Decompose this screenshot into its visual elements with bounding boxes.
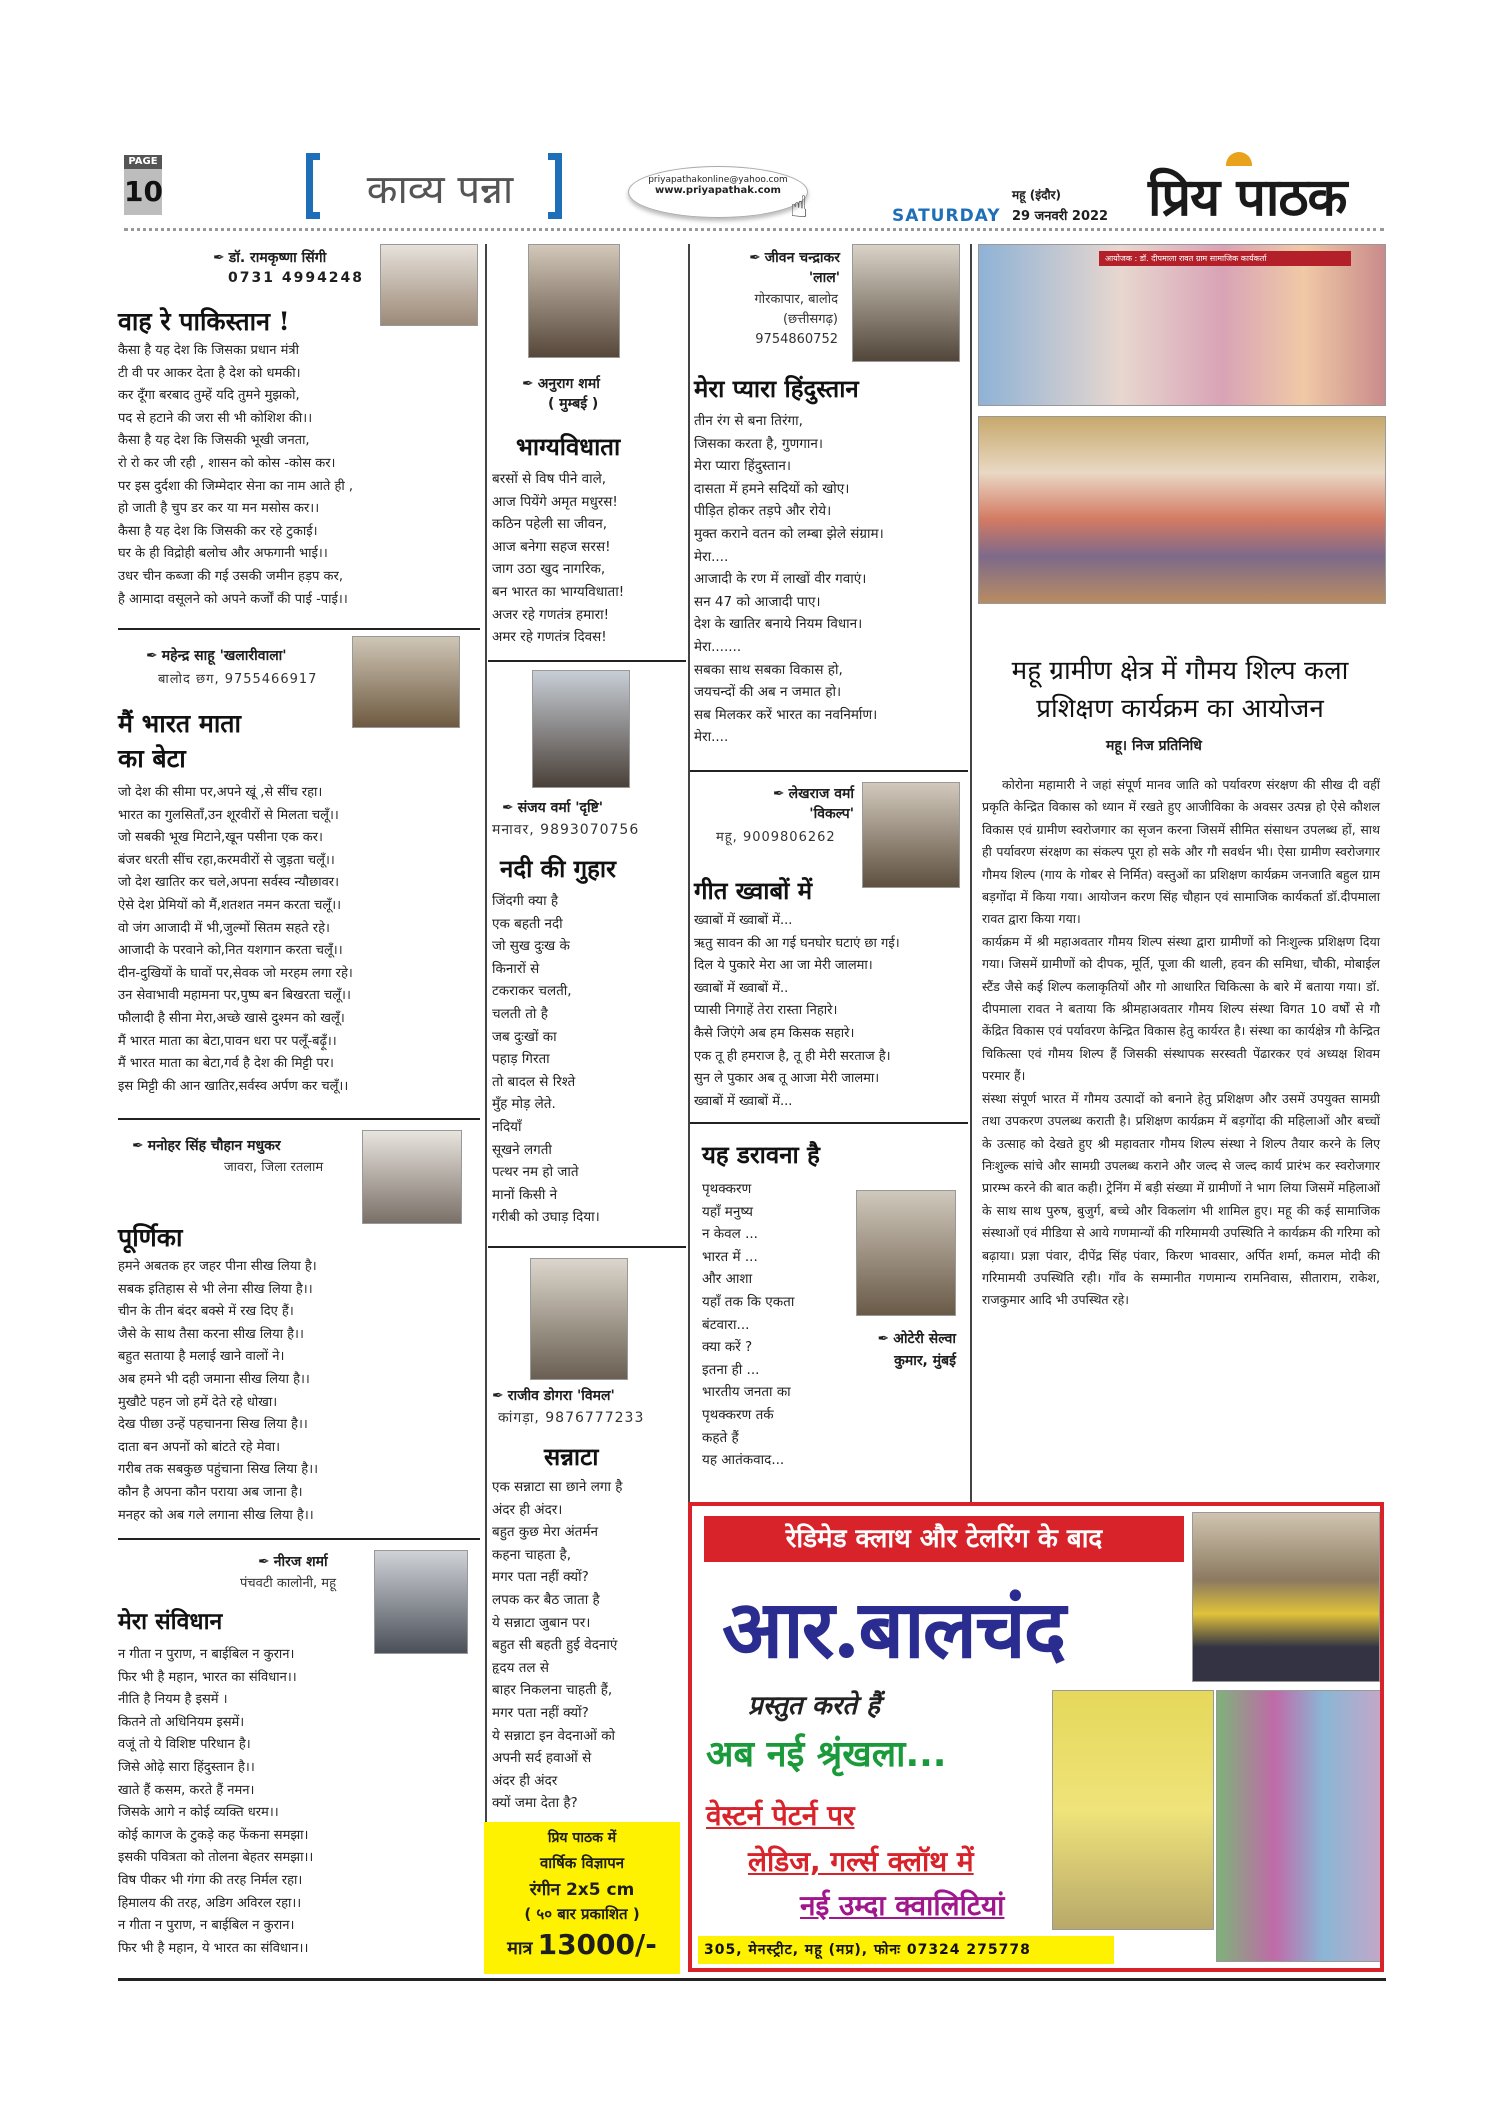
poem-title: मेरा संविधान (118, 1608, 223, 1635)
column-rule-2 (688, 244, 690, 1504)
column3-rule-a (690, 770, 968, 772)
section-title-bracket-left (306, 153, 320, 219)
contact-badge (628, 166, 808, 218)
day-label: SATURDAY (892, 206, 1001, 226)
ad-new-series: अब नई श्रृंखला... (706, 1734, 947, 1775)
poem-title: यह डरावना है (702, 1140, 820, 1169)
column2-rule-b (488, 1246, 686, 1248)
masthead-logo: प्रिय पाठक (1148, 167, 1347, 228)
poem-title: गीत ख्वाबों में (694, 876, 813, 905)
author-photo (856, 1190, 956, 1316)
author-location: महू, 9009806262 (716, 830, 836, 845)
pen-icon: ✒ (749, 250, 761, 266)
ad-line1: वेस्टर्न पेटर्न पर (706, 1799, 855, 1832)
poem-title: नदी की गुहार (500, 854, 616, 883)
author-name: ✒ नीरज शर्मा (258, 1554, 328, 1570)
author-name: ✒ मनोहर सिंह चौहान मधुकर (132, 1138, 281, 1154)
classified-ad-line2: वार्षिक विज्ञापन (539, 1854, 625, 1872)
poem-body: तीन रंग से बना तिरंगा, जिसका करता है, गुणगान। मेरा प्यारा हिंदुस्तान। दासता में हमने सदियों को खोए। पीड़ित होकर तड़पे और रोये। मुक्त कराने वतन को लम्बा झेले संग्राम। मेरा.... आजादी के रण में लाखों वीर गवाएं। सन 47 को आजादी पाए। देश के खातिर बनाये नियम विधान। मेरा....... सबका साथ सबका विकास हो, जयचन्दों की अब न जमात हो। सब मिलकर करें भारत का नवनिर्माण। मेरा.... (694, 413, 884, 746)
news-photo-top (978, 244, 1386, 406)
author-photo (532, 670, 630, 788)
column1-rule-a (118, 628, 480, 630)
author-name: ✒ राजीव डोगरा 'विमल' (492, 1388, 615, 1404)
poem-title: पूर्णिका (118, 1223, 183, 1252)
news-byline: महू। निज प्रतिनिधि (1106, 738, 1202, 754)
column1-rule-b (118, 1118, 480, 1120)
page-bottom-rule (118, 1978, 1386, 1981)
pen-icon: ✒ (132, 1138, 144, 1154)
classified-ad-price (484, 1928, 680, 1961)
ad-clothing-photo-top (1192, 1512, 1380, 1682)
author-photo (352, 636, 460, 728)
news-body: कोरोना महामारी ने जहां संपूर्ण मानव जाति को पर्यावरण संरक्षण की सीख दी वहीं प्रकृति केन्द्रित विकास को ध्यान में रखते हुए आजीविका के अवसर उत्पन्न हो ऐसे कौशल विकास एवं ग्रामीण स्वरोजगार का सृजन करना जिसमें सीमित संसाधन उपलब्ध हों, साथ ही पर्यावरण संरक्षण का संकल्प पूरा हो सके और गौ सवर्धन भी। ऐसा ग्रामीण स्वरोजगार गौमय शिल्प (गाय के गोबर से निर्मित) वस्तुओं का प्रशिक्षण कार्यक्रम जनजाति बहुल ग्राम बड़गोंदा में किया गया। आयोजन करण सिंह चौहान एवं सामाजिक कार्यकर्ता डॉ.दीपमाला रावत द्वारा किया गया। कार्यक्रम में श्री महाअवतार गौमय शिल्प संस्था द्वारा ग्रामीणों को निःशुल्क प्रशिक्षण दिया गया। जिसमें ग्रामीणों को दीपक, मूर्ति, पूजा की थाली, हवन की समिधा, चौकी, मोबाईल स्टैंड जैसे कई शिल्प कलाकृतियों और गो आधारित चिकित्सा के बारे में बताया गया। डॉ. दीपमाला रावत ने बताया कि श्रीमहाअवतार गौमय शिल्प संस्था विगत 10 वर्षों से गौ केंद्रित विकास एवं पर्यावरण केन्द्रित विकास हेतु कार्यरत है। संस्था का कार्यक्षेत्र गौ केन्द्रित चिकित्सा एवं गौमय शिल्प हैं जिसकी संस्थापक सरस्वती पेंढारकर एवं अध्यक्ष शिवम परमार हैं। संस्था संपूर्ण भारत में गौमय उत्पादों को बनाने हेतु प्रशिक्षण और उसमें उपयुक्त सामग्री तथा उपकरण उपलब्ध कराती है। प्रशिक्षण कार्यक्रम में बड़गोंदा की महिलाओं और बच्चों के उत्साह को देखते हुए श्री महावतार गौमय शिल्प संस्था ने शिल्प तैयार करने के लिए निःशुल्क सांचे और सामग्री उपलब्ध कराने और जल्द से जल्द कार्य प्रारंभ कर स्वरोजगार प्रारम्भ करने की बात कही। ट्रेनिंग में बड़ी संख्या में ग्रामीणों ने भाग लिया जिसमें महिलाओं के साथ साथ पुरुष, बुजुर्ग, बच्चे और विकलांग भी शामिल हुए। महू की कई सामाजिक संस्थाओं एवं मीडिया से आये गणमान्यों की गरिमामयी उपस्थिति ने कार्यक्रम की गरिमा को बढ़ाया। प्रज्ञा पंवार, दीपेंद्र सिंह पंवार, किरण भावसार, अर्पित शर्मा, कमल मोदी की गरिमामयी उपस्थिति रही। गाँव के सम्मानीत गणमान्य रामनिवास, सीताराम, राकेश, राजकुमार आदि भी उपस्थित रहे। (982, 777, 1380, 1308)
pen-icon: ✒ (772, 786, 785, 802)
pen-icon: ✒ (877, 1331, 890, 1347)
masthead-sun-icon (1226, 152, 1252, 166)
author-location: कांगड़ा, 9876777233 (498, 1410, 645, 1426)
page-label: PAGE (124, 155, 162, 169)
ad-clothing-photo-right (1216, 1690, 1382, 1962)
author-phone: 0731 4994248 (228, 270, 365, 286)
price-prefix: मात्र (507, 1938, 533, 1959)
city-label: महू (इंदौर) (1012, 188, 1061, 202)
column1-rule-c (118, 1538, 480, 1540)
poem-title: भाग्यविधाता (516, 432, 621, 461)
author-location: बालोद छग, 9755466917 (158, 672, 318, 687)
poem-body: एक सन्नाटा सा छाने लगा है अंदर ही अंदर। बहुत कुछ मेरा अंतर्मन कहना चाहता है, मगर पता नहीं क्यों? लपक कर बैठ जाता है ये सन्नाटा जुबान पर। बहुत सी बहती हुई वेदनाएं हृदय तल से बाहर निकलना चाहती हैं, मगर पता नहीं क्यों? ये सन्नाटा इन वेदनाओं को अपनी सर्द हवाओं से अंदर ही अंदर क्यों जमा देता है? (492, 1479, 623, 1812)
shop-advertisement[interactable] (688, 1502, 1384, 1972)
photo-banner-text: आयोजक : डॉ. दीपमाला रावत ग्राम सामाजिक कार्यकर्ता (1099, 251, 1351, 266)
author-photo (380, 244, 478, 326)
author-photo (862, 782, 960, 888)
hand-pointer-icon: ☝ (790, 190, 809, 225)
author-location: गोरकापार, बालोद (छत्तीसगढ़) 9754860752 (754, 292, 838, 347)
column2-rule-a (488, 660, 686, 662)
ad-line2: लेडिज, गर्ल्स क्लॉथ में (748, 1845, 974, 1878)
poem-body: कैसा है यह देश कि जिसका प्रधान मंत्री टी वी पर आकर देता है देश को धमकी। कर दूँगा बरबाद तुम्हें यदि तुमने मुझको, पद से हटाने की जरा सी भी कोशिश की।। कैसा है यह देश कि जिसकी भूखी जनता, रो रो कर जी रही , शासन को कोस -कोस कर। पर इस दुर्दशा की जिम्मेदार सेना का नाम आते ही , हो जाती है चुप डर कर या मन मसोस कर।। कैसा है यह देश कि जिसकी कर रहे टुकाई। घर के ही विद्रोही बलोच और अफगानी भाई।। उधर चीन कब्जा की गई उसकी जमीन हड़प कर, है आमादा वसूलने को अपने कर्जों की पाई -पाई।। (118, 343, 353, 607)
header-divider (124, 228, 1384, 231)
author-photo (362, 1130, 462, 1224)
author-photo (374, 1550, 468, 1654)
author-location: पंचवटी कालोनी, महू (240, 1576, 336, 1591)
author-name: ✒ अनुराग शर्मा (522, 376, 600, 392)
author-name: ✒ ओटेरी सेल्वा कुमार, मुंबई (877, 1331, 956, 1369)
author-name: ✒ लेखराज वर्मा 'विकल्प' (772, 786, 854, 822)
classified-ad-line4: ( ५० बार प्रकाशित ) (524, 1905, 640, 1923)
page-badge (124, 155, 162, 225)
poem-title: मैं भारत माता का बेटा (118, 709, 242, 773)
pen-icon: ✒ (146, 648, 158, 664)
ad-address: 305, मेनस्ट्रीट, महू (मप्र), फोनः 07324 275778 (698, 1936, 1114, 1964)
author-photo (852, 244, 960, 362)
poem-title: सन्नाटा (544, 1442, 599, 1471)
date-label: 29 जनवरी 2022 (1012, 209, 1109, 224)
page-number: 10 (124, 169, 162, 215)
ad-brand-name: आर.बालचंद (722, 1582, 1065, 1676)
column-rule-1 (485, 244, 487, 1972)
author-name: ✒ डॉ. रामकृष्णा सिंगी (213, 250, 327, 266)
poem-body: जो देश की सीमा पर,अपने खूं ,से सींच रहा। भारत का गुलसितॉं,उन शूरवीरों से मिलता चलूँ।। जो सबकी भूख मिटाने,खून पसीना एक कर। बंजर धरती सींच रहा,करमवीरों से जुड़ता चलूँ।। जो देश खातिर कर चले,अपना सर्वस्व न्यौछावर। ऐसे देश प्रेमियों को मैं,शतशत नमन करता चलूँ।। वो जंग आजादी में भी,जुल्मों सितम सहते रहे। आजादी के परवाने को,नित यशगान करता चलूँ।। दीन-दुखियों के घावों पर,सेवक जो मरहम लगा रहे। उन सेवाभावी महामना पर,पुष्प बन बिखरता चलूँ।। फौलादी है सीना मेरा,अच्छे खासे दुश्मन को खलूँ। मैं भारत माता का बेटा,पावन धरा पर पलूँ-बढ़ूँ।। मैं भारत माता का बेटा,गर्व है देश की मिट्टी पर। इस मिट्टी की आन खातिर,सर्वस्व अर्पण कर चलूँ।। (118, 785, 353, 1094)
news-photo-group (978, 416, 1386, 604)
news-headline: महू ग्रामीण क्षेत्र में गौमय शिल्प कला प्रशिक्षण कार्यक्रम का आयोजन (1011, 656, 1349, 724)
contact-email[interactable]: priyapathakonline@yahoo.com (648, 175, 788, 185)
author-location: मनावर, 9893070756 (492, 822, 640, 838)
classified-ad-line1: प्रिय पाठक में (547, 1830, 617, 1846)
poem-body: पृथक्करण यहाँ मनुष्य न केवल ... भारत में ... और आशा यहाँ तक कि एकता बंटवारा... क्या करें ? इतना ही ... भारतीय जनता का पृथक्करण तर्क कहते हैं यह आतंकवाद... (702, 1181, 795, 1469)
section-title: काव्य पन्ना (366, 167, 514, 213)
pen-icon: ✒ (492, 1388, 504, 1404)
ad-banner: रेडिमेड क्लाथ और टेलरिंग के बाद (704, 1516, 1184, 1562)
author-name: ✒ संजय वर्मा 'दृष्टि' (502, 800, 604, 816)
ad-presents: प्रस्तुत करते हैं (748, 1691, 880, 1721)
contact-website[interactable]: www.priyapathak.com (655, 185, 781, 196)
poem-body: हमने अबतक हर जहर पीना सीख लिया है। सबक इतिहास से भी लेना सीख लिया है।। चीन के तीन बंदर बक्से में रख दिए हैं। जैसे के साथ तैसा करना सीख लिया है।। बहुत सताया है मलाई खाने वालों ने। अब हमने भी दही जमाना सीख लिया है।। मुखौटे पहन जो हमें देते रहे धोखा। देख पीछा उन्हें पहचानना सिख लिया है।। दाता बन अपनों को बांटते रहे मेवा। गरीब तक सबकुछ पहुंचाना सिख लिया है।। कौन है अपना कौन पराया अब जाना है। मनहर को अब गले लगाना सीख लिया है।। (118, 1259, 319, 1523)
poem-body: बरसों से विष पीने वाले, आज पियेंगे अमृत मधुरस! कठिन पहेली सा जीवन, आज बनेगा सहज सरस! जाग उठा खुद नागरिक, बन भारत का भाग्यविधाता! अजर रहे गणतंत्र हमारा! अमर रहे गणतंत्र दिवस! (492, 471, 625, 646)
poem-body: न गीता न पुराण, न बाईबिल न कुरान। फिर भी है महान, भारत का संविधान।। नीति है नियम है इसमें । कितने तो अधिनियम इसमें। वजूं तो ये विशिष्ट परिधान है। जिसे ओढ़े सारा हिंदुस्तान है।। खाते हैं कसम, करते हैं नमन। जिसके आगे न कोई व्यक्ति धरम।। कोई कागज के टुकड़े कह फेंकना समझा। इसकी पवित्रता को तोलना बेहतर समझा।। विष पीकर भी गंगा की तरह निर्मल रहा। हिमालय की तरह, अडिग अविरल रहा।। न गीता न पुराण, न बाईबिल न कुरान। फिर भी है महान, ये भारत का संविधान।। (118, 1647, 314, 1956)
ad-line3: नई उम्दा क्वालिटियां (800, 1889, 1005, 1922)
column3-rule-b (690, 1122, 968, 1124)
author-name: ✒ महेन्द्र साहू 'खलारीवाला' (146, 648, 287, 664)
poem-body: जिंदगी क्या है एक बहती नदी जो सुख दुःख के किनारों से टकराकर चलती, चलती तो है जब दुःखों का पहाड़ गिरता तो बादल से रिश्ते मुँह मोड़ लेते. नदियाँ सूखने लगती पत्थर नम हो जाते मानों किसी ने गरीबी को उघाड़ दिया। (492, 893, 600, 1226)
author-location: जावरा, जिला रतलाम (224, 1160, 324, 1175)
author-photo (530, 1258, 628, 1380)
pen-icon: ✒ (522, 376, 534, 392)
pen-icon: ✒ (213, 250, 225, 266)
classified-ad-line3: रंगीन 2x5 cm (529, 1880, 635, 1900)
author-photo (528, 244, 620, 358)
section-title-bracket-right (548, 153, 562, 219)
pen-icon: ✒ (258, 1554, 270, 1570)
poem-title: मेरा प्यारा हिंदुस्तान (694, 374, 859, 403)
classified-ad[interactable] (484, 1822, 680, 1974)
author-name: ✒ जीवन चन्द्राकर 'लाल' (749, 250, 840, 286)
column-rule-3 (970, 244, 972, 1504)
poem-title: वाह रे पाकिस्तान ! (118, 307, 290, 336)
ad-clothing-photo-mid (1052, 1690, 1214, 1930)
author-location: ( मुम्बई ) (548, 396, 599, 412)
price-value: 13000/- (537, 1928, 657, 1961)
poem-body: ख्वाबों में ख्वाबों में... ऋतु सावन की आ गई घनघोर घटाएं छा गई। दिल ये पुकारे मेरा आ जा मेरी जालमा। ख्वाबों में ख्वाबों में.. प्यासी निगाहें तेरा रास्ता निहारे। कैसे जिएंगे अब हम किसक सहारे। एक तू ही हमराज है, तू ही मेरी सरताज है। सुन ले पुकार अब तू आजा मेरी जालमा। ख्वाबों में ख्वाबों में... (694, 913, 900, 1109)
pen-icon: ✒ (502, 800, 514, 816)
